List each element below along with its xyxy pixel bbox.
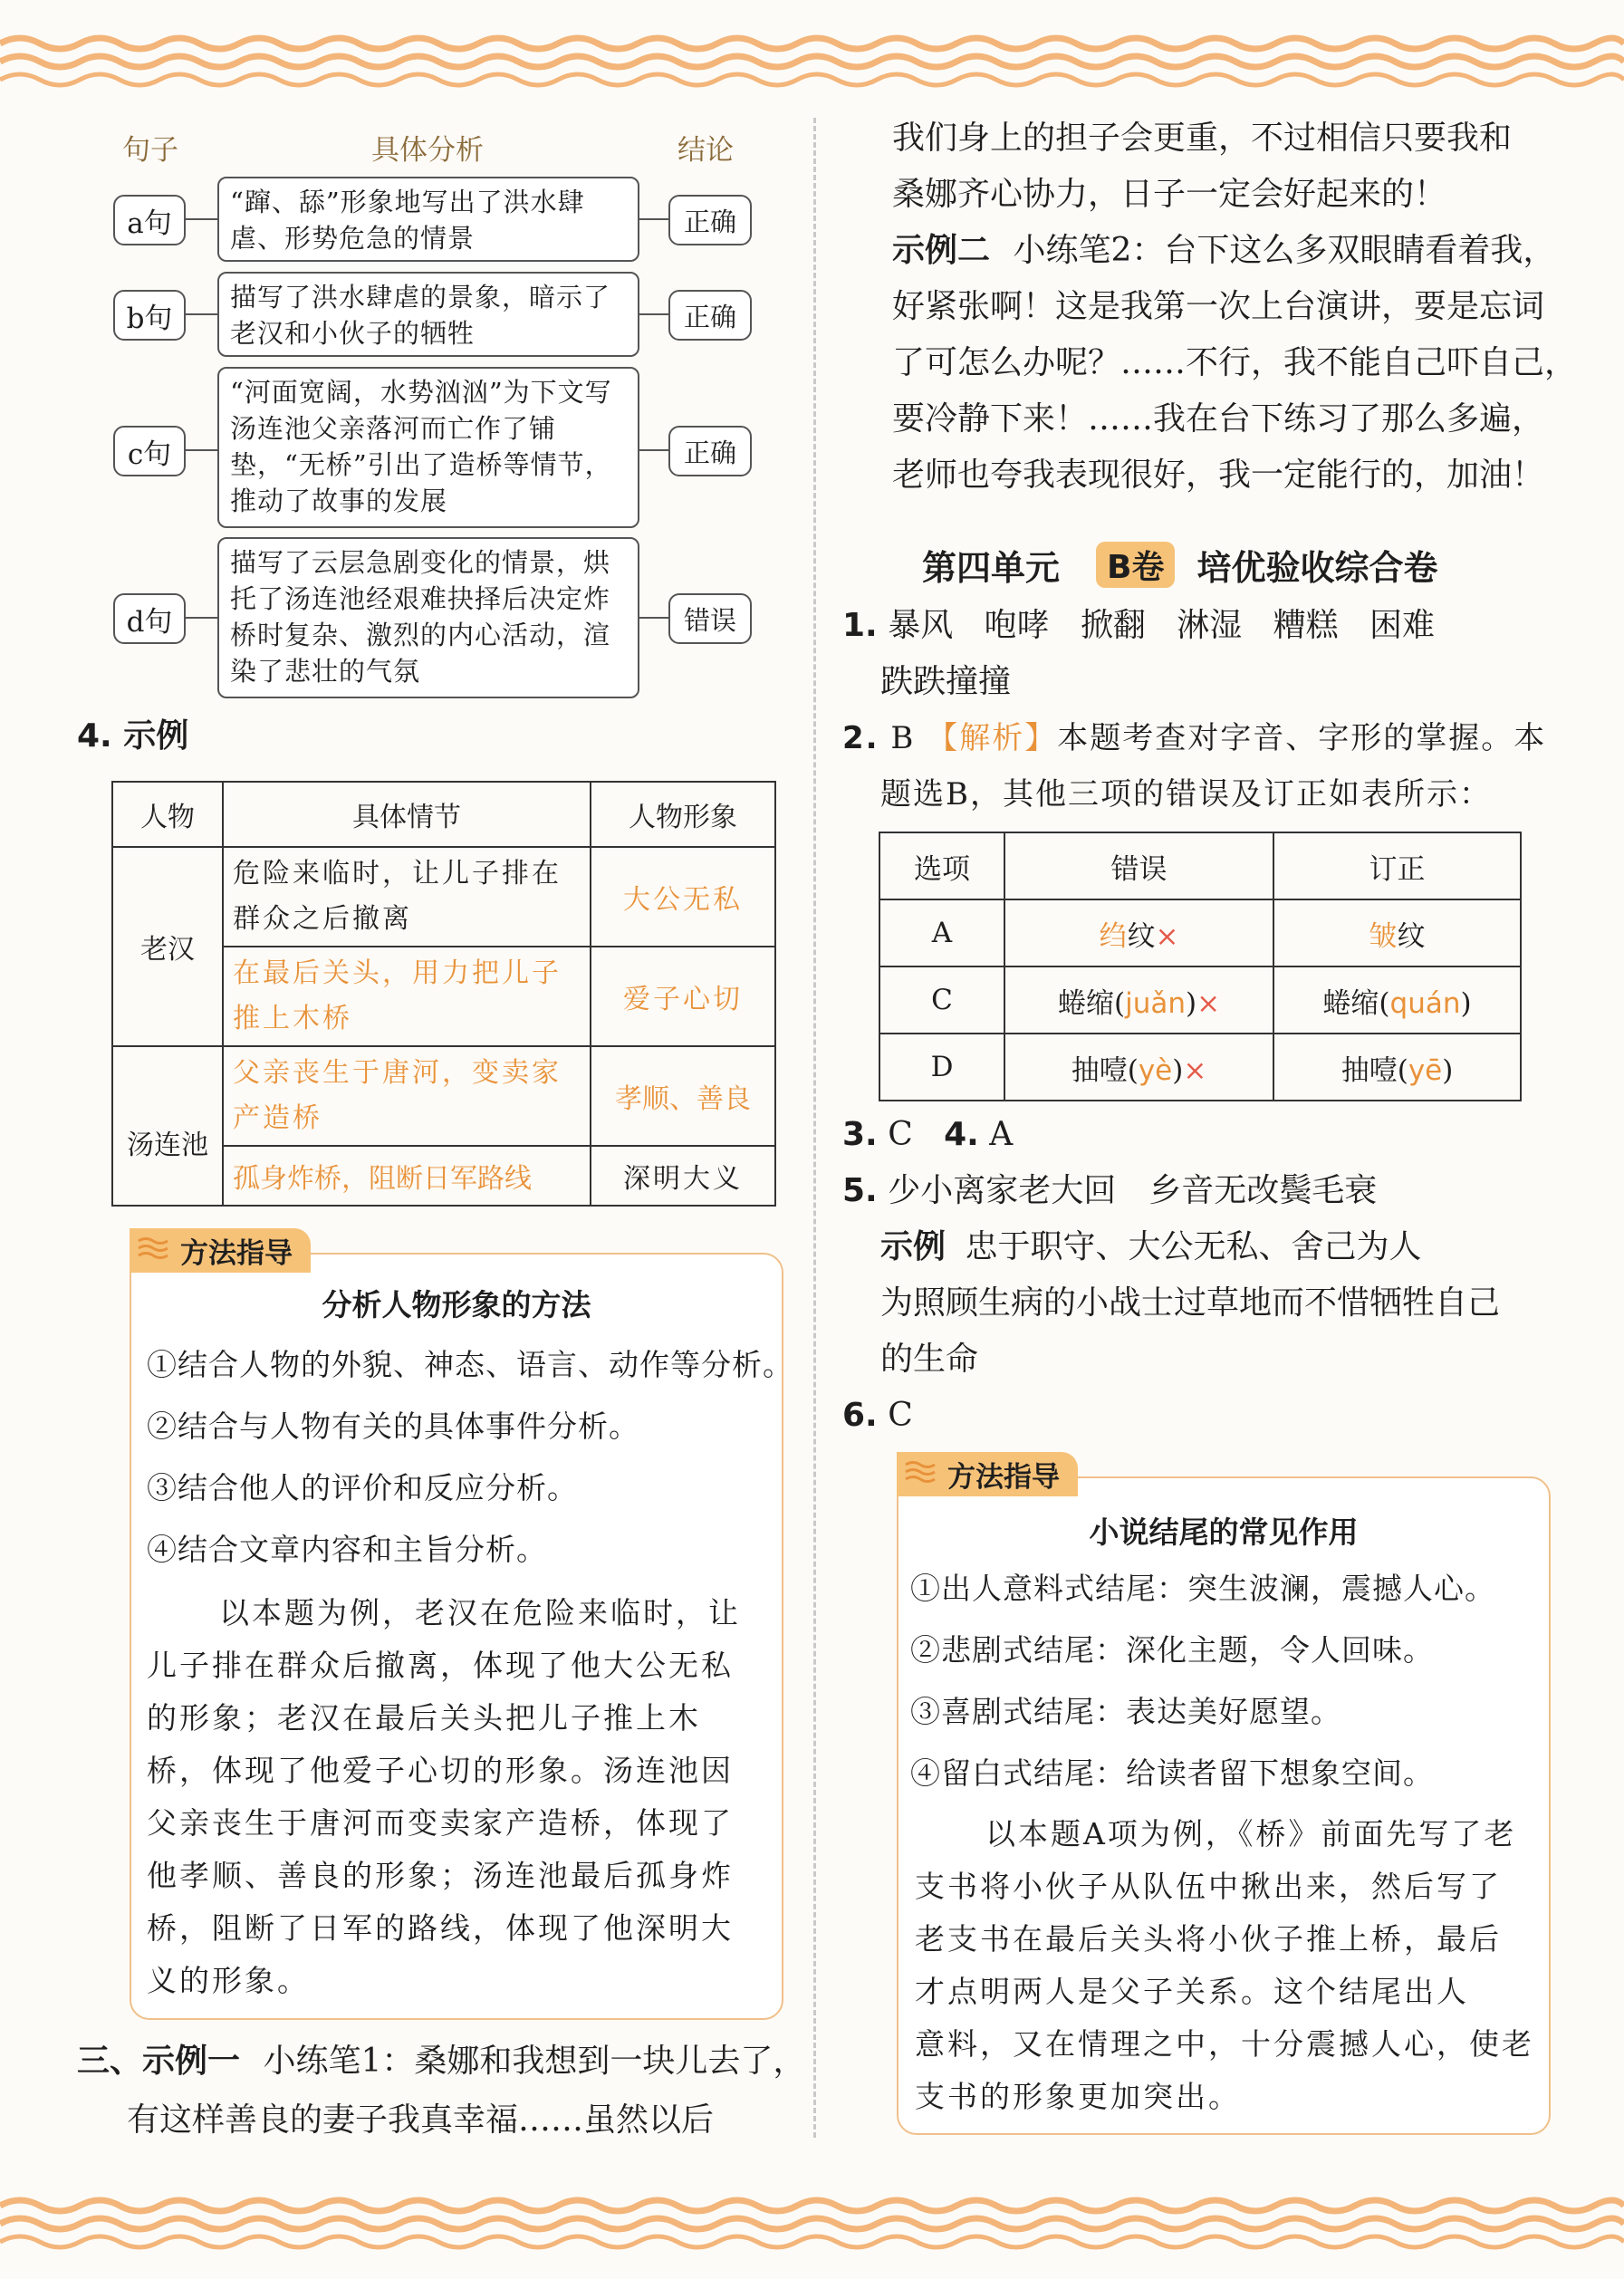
method2-para: 才点明两人是父子关系。这个结尾出人 <box>915 1974 1469 2009</box>
example2-line: 好紧张啊！这是我第一次上台演讲，要是忘词 <box>892 288 1545 325</box>
conclusion-a: 正确 <box>668 195 752 245</box>
sentence-b: b句 <box>113 290 186 341</box>
connector <box>639 617 668 619</box>
column-divider <box>813 118 816 2138</box>
q4-image: 深明大义 <box>591 1146 775 1206</box>
q1-word-7: 跌跌撞撞 <box>880 663 1012 700</box>
method2-item: ③喜剧式结尾：表达美好愿望。 <box>910 1694 1341 1729</box>
method2-title: 小说结尾的常见作用 <box>1089 1515 1359 1550</box>
q4-plot: 在最后关头，用力把儿子推上木桥 <box>223 947 591 1046</box>
section3-line-1: 三、示例一 小练笔1：桑娜和我想到一块儿去了， <box>77 2043 806 2080</box>
q4-plot: 孤身炸桥，阻断日军路线 <box>223 1146 591 1206</box>
conclusion-b: 正确 <box>668 290 752 341</box>
method2-item: ①出人意料式结尾：突生波澜，震撼人心。 <box>910 1571 1495 1606</box>
q6: 6. C <box>842 1397 913 1434</box>
example2-line: 老师也夸我表现很好，我一定能行的，加油！ <box>892 457 1545 494</box>
method1-para: 的形象；老汉在最后关头把儿子推上木 <box>147 1700 701 1736</box>
method1-item: ③结合他人的评价和反应分析。 <box>147 1470 578 1505</box>
example2-line-1: 示例二 小练笔2：台下这么多双眼睛看着我， <box>892 232 1556 269</box>
q5-line-2: 示例 忠于职守、大公无私、舍己为人 <box>880 1228 1422 1265</box>
q4-image: 爱子心切 <box>591 947 775 1046</box>
method2-para: 支书将小伙子从队伍中揪出来，然后写了 <box>915 1869 1502 1904</box>
section3-line-3: 我们身上的担子会更重，不过相信只要我和 <box>892 120 1513 157</box>
analysis-b: 描写了洪水肆虐的景象，暗示了老汉和小伙子的牺牲 <box>217 272 639 357</box>
analysis-tag: 【解析】 <box>927 720 1058 756</box>
q1: 1. 暴风 咆哮 掀翻 淋湿 糟糕 困难 <box>842 607 1435 644</box>
section3-line-2: 有这样善良的妻子我真幸福……虽然以后 <box>127 2101 715 2139</box>
connector <box>639 449 668 451</box>
connector <box>184 449 217 451</box>
q4-person-tanglianchi: 汤连池 <box>112 1046 223 1206</box>
q4-table <box>111 781 776 1207</box>
method1-para: 义的形象。 <box>147 1963 310 1998</box>
q2-option: C <box>879 966 1004 1034</box>
q5-line-1: 5. 少小离家老大回 乡音无改鬓毛衰 <box>842 1172 1378 1209</box>
q2-header: 错误 <box>1004 832 1273 899</box>
example2-line: 要冷静下来！……我在台下练习了那么多遍， <box>892 400 1545 438</box>
analysis-d: 描写了云层急剧变化的情景，烘托了汤连池经艰难抉择后决定炸桥时复杂、激烈的内心活动，渲染了悲壮的气氛 <box>217 537 639 698</box>
method1-item: ①结合人物的外貌、神态、语言、动作等分析。 <box>147 1347 793 1382</box>
sentence-a: a句 <box>113 195 186 245</box>
q2-header: 订正 <box>1273 832 1521 899</box>
method-tag-1 <box>130 1228 311 1273</box>
section3-line-4: 桑娜齐心协力，日子一定会好起来的！ <box>892 176 1447 213</box>
method1-para: 儿子排在群众后撤离，体现了他大公无私 <box>147 1648 734 1683</box>
connector <box>639 218 668 220</box>
q4-label: 4. 示例 <box>77 717 189 755</box>
q4-header-image: 人物形象 <box>591 782 775 847</box>
q2-fix: 抽噎(yē) <box>1273 1034 1521 1101</box>
method-tag-label: 方法指导 <box>180 1237 293 1270</box>
method1-para: 他孝顺、善良的形象；汤连池最后孤身炸 <box>147 1858 734 1893</box>
analysis-c: “河面宽阔，水势汹汹”为下文写汤连池父亲落河而亡作了铺垫，“无桥”引出了造桥等情节，推动了故事的发展 <box>217 367 639 528</box>
method2-item: ②悲剧式结尾：深化主题，令人回味。 <box>910 1632 1434 1668</box>
q4-plot: 危险来临时，让儿子排在群众之后撤离 <box>223 847 591 947</box>
q2-wrong: 蜷缩(juǎn)× <box>1004 966 1273 1034</box>
connector <box>639 313 668 315</box>
q2-option: D <box>879 1034 1004 1101</box>
q4-image: 大公无私 <box>591 847 775 947</box>
method1-item: ②结合与人物有关的具体事件分析。 <box>147 1409 639 1444</box>
q4-image: 孝顺、善良 <box>591 1046 775 1146</box>
sentence-d: d句 <box>113 593 186 644</box>
q2-table <box>879 832 1522 1101</box>
example2-label: 示例二 <box>892 232 991 269</box>
q2: 2. B 【解析】本题考查对字音、字形的掌握。本 <box>842 720 1547 756</box>
method1-para: 桥，阻断了日军的路线，体现了他深明大 <box>147 1910 734 1946</box>
q4-plot: 父亲丧生于唐河，变卖家产造桥 <box>223 1046 591 1146</box>
conclusion-c: 正确 <box>668 426 752 476</box>
method2-para: 老支书在最后关头将小伙子推上桥，最后 <box>915 1921 1502 1957</box>
diagram-header-analysis: 具体分析 <box>371 134 484 167</box>
conclusion-d: 错误 <box>668 593 752 644</box>
sentence-c: c句 <box>113 426 186 476</box>
method1-title: 分析人物形象的方法 <box>322 1287 591 1322</box>
method2-para: 意料，又在情理之中，十分震撼人心，使老 <box>915 2026 1534 2062</box>
analysis-a: “蹿、舔”形象地写出了洪水肆虐、形势危急的情景 <box>217 177 639 262</box>
diagram-header-sentence: 句子 <box>122 134 178 167</box>
q4-person-laohan: 老汉 <box>112 847 223 1046</box>
q2-option: A <box>879 899 1004 966</box>
q3-q4: 3. C 4. A <box>842 1116 1014 1153</box>
method2-para: 以本题A项为例，《桥》前面先写了老 <box>985 1816 1517 1851</box>
method-tag-2 <box>897 1452 1078 1496</box>
connector <box>184 617 217 619</box>
bottom-wave-border <box>0 2192 1624 2255</box>
unit-title: 第四单元 B卷 培优验收综合卷 <box>922 540 1437 590</box>
unit-badge: B卷 <box>1096 542 1175 588</box>
method-tag-label: 方法指导 <box>947 1461 1060 1494</box>
q5-line-3: 为照顾生病的小战士过草地而不惜牺牲自己 <box>880 1284 1501 1322</box>
diagram-header-conclusion: 结论 <box>677 134 734 167</box>
method1-item: ④结合文章内容和主旨分析。 <box>147 1532 547 1567</box>
method1-para: 父亲丧生于唐河而变卖家产造桥，体现了 <box>147 1805 734 1841</box>
example2-line: 了可怎么办呢？……不行，我不能自己吓自己， <box>892 344 1578 381</box>
method2-item: ④留白式结尾：给读者留下想象空间。 <box>910 1755 1434 1791</box>
method2-para: 支书的形象更加突出。 <box>915 2079 1241 2114</box>
section3-label: 三、示例一 <box>77 2043 241 2080</box>
wave-lines-icon <box>137 1236 169 1261</box>
method1-para: 桥，体现了他爱子心切的形象。汤连池因 <box>147 1753 734 1788</box>
method1-para: 以本题为例，老汉在危险来临时，让 <box>219 1595 741 1630</box>
q5-line-4: 的生命 <box>880 1341 979 1378</box>
q2-wrong: 绉纹× <box>1004 899 1273 966</box>
connector <box>184 218 217 220</box>
top-wave-border <box>0 25 1624 89</box>
wave-lines-icon <box>904 1459 937 1485</box>
q4-header-plot: 具体情节 <box>223 782 591 847</box>
q4-header-person: 人物 <box>112 782 223 847</box>
q2-line-2: 题选B，其他三项的错误及订正如表所示： <box>880 776 1492 813</box>
connector <box>184 313 217 315</box>
q2-header: 选项 <box>879 832 1004 899</box>
q2-fix: 蜷缩(quán) <box>1273 966 1521 1034</box>
q2-wrong: 抽噎(yè)× <box>1004 1034 1273 1101</box>
q2-fix: 皱纹 <box>1273 899 1521 966</box>
